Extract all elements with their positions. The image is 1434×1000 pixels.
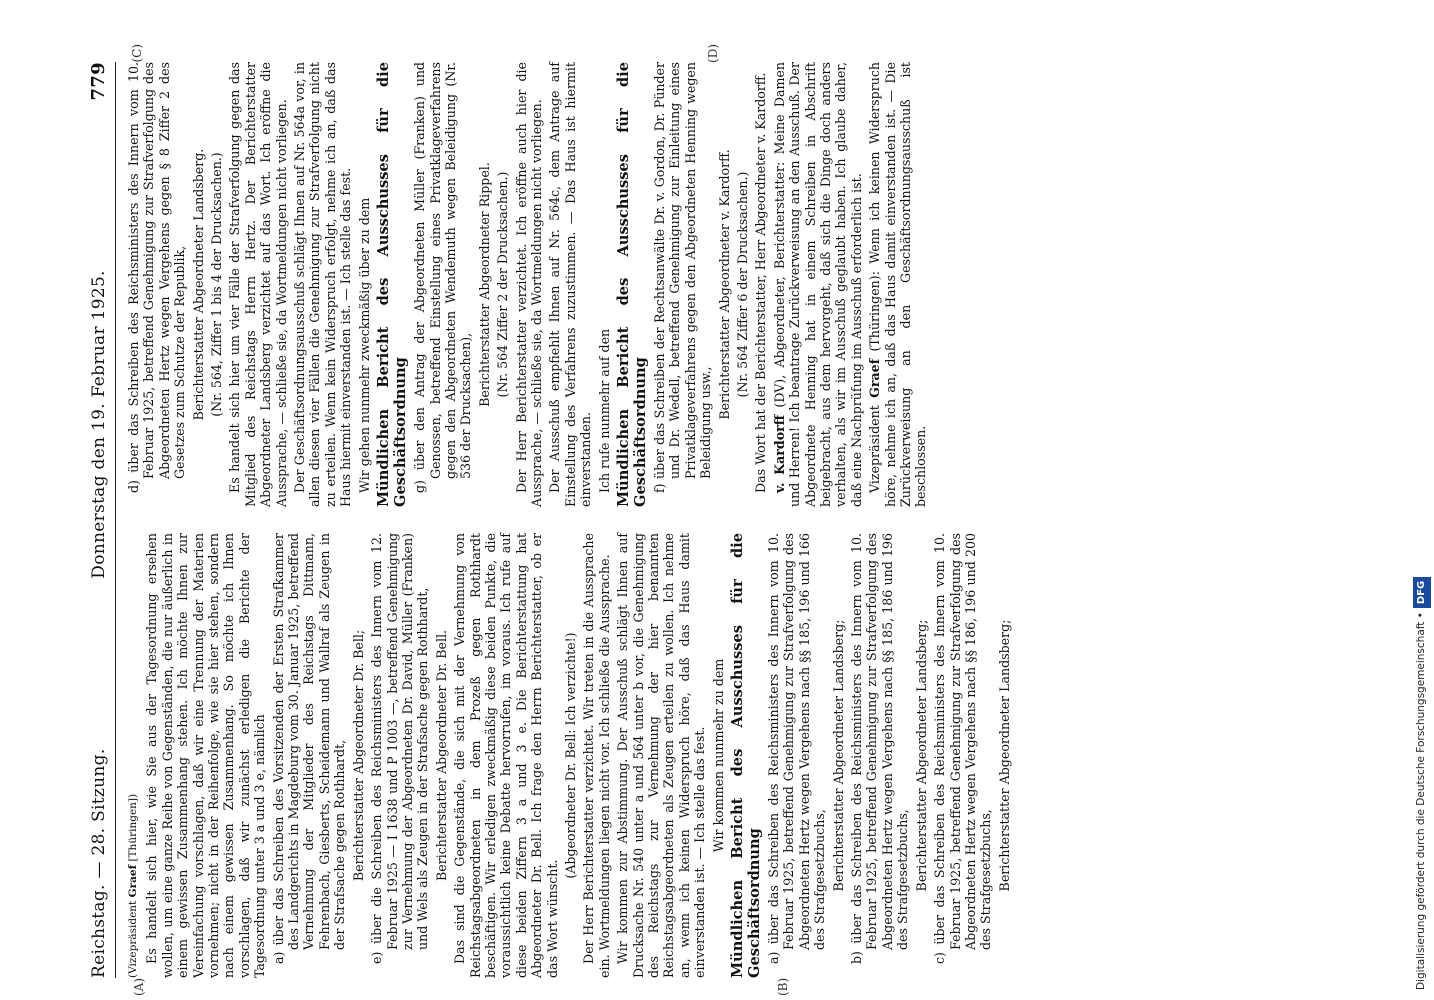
agenda-item-a: a) über das Schreiben des Reichsministers des Innern vom 10. Februar 1925, betreffend Genehmigung zur Strafverfolgung des Abgeordneten Hertz wegen Vergehens nach §§ 185, 196 und 166 des Strafgesetzbuchs, bbox=[766, 533, 828, 964]
rapporteur: Berichterstatter Abgeordneter v. Kardorff. bbox=[716, 149, 732, 420]
scanned-page bbox=[80, 40, 1380, 1000]
paragraph: Wir kommen nunmehr zu dem bbox=[710, 658, 726, 853]
paragraph: Das Wort hat der Berichterstatter, Herr Abgeordneter v. Kardorff. bbox=[753, 72, 769, 493]
rapporteur: Berichterstatter Abgeordneter Rippel. bbox=[476, 162, 492, 407]
paragraph: Wir gehen nunmehr zweckmäßig über zu dem bbox=[356, 197, 372, 493]
print-reference: (Nr. 564, Ziffer 1 bis 4 der Drucksachen.) bbox=[209, 152, 225, 417]
credit-text: Digitalisierung gefördert durch die Deutsche Forschungsgemeinschaft • bbox=[1415, 612, 1427, 990]
section-heading: Mündlichen Bericht des Ausschusses für die Geschäftsordnung bbox=[375, 62, 410, 507]
paragraph: Der Geschäftsordnungsausschuß schlägt Ihnen auf Nr. 564a vor, in allen diesen vier Fällen die Genehmigung zur Strafverfolgung nicht zu erteilen. Wenn kein Widerspruch erfolgt, nehme ich an, daß das Haus hiermit einverstanden ist. — Ich stelle das fest. bbox=[292, 62, 354, 507]
speech-kardorff bbox=[772, 62, 864, 507]
paragraph: Der Ausschuß empfiehlt Ihnen auf Nr. 564c, dem Antrage auf Einstellung des Verfahrens zuzustimmen. — Das Haus ist hiermit einverstanden. bbox=[547, 62, 594, 507]
funding-credit bbox=[1412, 10, 1430, 990]
agenda-item-a: a) über das Schreiben des Vorsitzenden der Ersten Strafkammer des Landgerichts in Magdeburg vom 30. Januar 1925, betreffend Vernehmung der Mitglieder des Reichstags Dittmann, Fehrenbach, Giesberts, Scheidemann und Wallraf als Zeugen in der Strafsache gegen Rothhardt, bbox=[270, 533, 348, 964]
header-date: Donnerstag den 19. Februar 1925. bbox=[89, 270, 109, 579]
rapporteur: Berichterstatter Abgeordneter Dr. Bell; bbox=[350, 629, 366, 882]
paragraph: Es handelt sich hier, wie Sie aus der Tagesordnung ersehen wollen, um eine ganze Reihe von Gegenständen, die nur äußerlich in einem gewissen Zusammenhang stehen. Ich möchte Ihnen zur Vereinfachung vorschlagen, daß wir eine Trennung der Materien vornehmen; nicht in der Reihenfolge, wie sie hier stehen, sondern nach einem gewissen Zusammenhang. So möchte ich Ihnen vorschlagen, daß wir zunächst erledigen die Berichte der Tagesordnung unter 3 a und 3 e, nämlich bbox=[144, 533, 268, 978]
agenda-item-b: b) über das Schreiben des Reichsministers des Innern vom 10. Februar 1925, betreffend Genehmigung zur Strafverfolgung des Abgeordneten Hertz wegen Vergehens nach §§ 185, 186 und 196 des Strafgesetzbuchs, bbox=[849, 533, 911, 964]
right-column bbox=[126, 62, 1015, 507]
speech-text: (Thüringen): Wenn ich keinen Widerspruch höre, nehme ich an, daß das Haus damit einverstanden ist. — Die Zurückverweisung an den Geschäftsordnungsausschuß ist beschlossen. bbox=[867, 62, 929, 507]
agenda-item-g: g) über den Antrag der Abgeordneten Müller (Franken) und Genossen, betreffend Einstellung eines Privatklageverfahrens gegen den Abgeordneten Wendemuth wegen Beleidigung (Nr. 536 der Drucksachen), bbox=[412, 62, 474, 493]
speech-text: (DV), Abgeordneter, Berichterstatter: Meine Damen und Herren! Ich beantrage Zurückverweisung an den Ausschuß. Der Abgeordnete Henning hat in einem Schreiben in Abschrift beigebracht, aus dem hervorgeht, daß sich die Dinge doch anders verhalten, als wir im Ausschuß geglaubt haben. Ich glaube daher, daß eine Nachprüfung im Ausschuß erforderlich ist. bbox=[771, 62, 864, 507]
margin-marker-c: (C) bbox=[130, 44, 144, 63]
credit-line bbox=[1412, 10, 1430, 990]
speaker-name: v. Kardorff bbox=[771, 414, 787, 493]
speech-graef bbox=[867, 62, 929, 507]
print-reference: (Nr. 564 Ziffer 2 der Drucksachen.) bbox=[495, 171, 511, 398]
print-reference: (Nr. 564 Ziffer 6 der Drucksachen.) bbox=[735, 171, 750, 398]
agenda-item-f: f) über das Schreiben der Rechtsanwälte Dr. v. Gordon, Dr. Pünder und Dr. Wedell, betreffend Genehmigung zur Einleitung eines Privatklageverfahrens gegen den Abgeordneten Henning wegen Beleidigung usw., bbox=[651, 62, 714, 493]
speaker-title: (Vizepräsident bbox=[127, 900, 139, 978]
speaker-title: Vizepräsident bbox=[867, 405, 883, 493]
page-header bbox=[88, 62, 116, 978]
text-columns bbox=[126, 44, 1015, 996]
rapporteur: Berichterstatter Abgeordneter Landsberg; bbox=[996, 619, 1012, 892]
speaker-name: Graef bbox=[867, 358, 883, 398]
rapporteur: Berichterstatter Abgeordneter Landsberg; bbox=[830, 619, 846, 892]
interjection: (Abgeordneter Dr. Bell: Ich verzichte!) bbox=[562, 632, 578, 879]
speaker-region: [Thüringen]) bbox=[127, 793, 139, 862]
paragraph: Wir kommen zur Abstimmung. Der Ausschuß schlägt Ihnen auf Drucksache Nr. 540 unter a und 564 unter b vor, die Genehmigung des Reichstags zur Vernehmung der hier benannten Reichstagsabgeordneten als Zeugen erteilen zu wollen. Ich nehme an, wenn ich keinen Widerspruch höre, daß das Haus damit einverstanden ist. — Ich stelle das fest. bbox=[615, 533, 708, 978]
rapporteur: Berichterstatter Abgeordneter Landsberg; bbox=[913, 619, 929, 892]
margin-marker-d: (D) bbox=[706, 44, 720, 63]
left-column bbox=[126, 533, 1015, 978]
page-number: 779 bbox=[88, 62, 109, 101]
paragraph: Ich rufe nunmehr auf den bbox=[596, 328, 612, 493]
agenda-item-e: e) über die Schreiben des Reichsministers des Innern vom 12. Februar 1925 — I 1638 und P 1003 —, betreffend Genehmigung zur Vernehmung der Abgeordneten Dr. David, Müller (Franken) und Wels als Zeugen in der Strafsache gegen Rothhardt, bbox=[369, 533, 431, 964]
margin-marker-a: (A) bbox=[132, 977, 146, 996]
speaker-name: Graef bbox=[127, 864, 139, 898]
rapporteur: Berichterstatter Abgeordneter Dr. Bell. bbox=[433, 629, 449, 882]
header-left: Reichstag. — 28. Sitzung. bbox=[89, 748, 109, 978]
margin-marker-b: (B) bbox=[776, 977, 790, 996]
paragraph: Der Herr Berichterstatter verzichtet. Wir treten in die Aussprache ein. Wortmeldungen liegen nicht vor. Ich schließe die Aussprache. bbox=[581, 533, 612, 978]
agenda-item-c: c) über das Schreiben des Reichsministers des Innern vom 10. Februar 1925, betreffend Genehmigung zur Strafverfolgung des Abgeordneten Hertz wegen Vergehens nach §§ 186, 196 und 200 des Strafgesetzbuchs, bbox=[932, 533, 994, 964]
section-heading: Mündlichen Bericht des Ausschusses für die Geschäftsordnung bbox=[729, 533, 764, 978]
dfg-logo: DFG bbox=[1413, 577, 1431, 608]
agenda-item-d: d) über das Schreiben des Reichsministers des Innern vom 10. Februar 1925, betreffend Genehmigung zur Strafverfolgung des Abgeordneten Hertz wegen Vergehens gegen § 8 Ziffer 2 des Gesetzes zum Schutze der Republik, bbox=[126, 62, 188, 493]
section-heading: Mündlichen Bericht des Ausschusses für die Geschäftsordnung bbox=[614, 62, 649, 507]
speaker-line bbox=[126, 533, 141, 978]
paragraph: Das sind die Gegenstände, die sich mit der Vernehmung von Reichstagsabgeordneten in dem Prozeß gegen Rothhardt beschäftigen. Wir erledigen zweckmäßig diese beiden Punkte, die voraussichtlich keine Debatte hervorrufen, im voraus. Ich rufe auf diese beiden Ziffern 3 a und 3 e. Die Berichterstattung hat Abgeordneter Dr. Bell. Ich frage den Herrn Berichterstatter, ob er das Wort wünscht. bbox=[452, 533, 560, 978]
paragraph: Es handelt sich hier um vier Fälle der Strafverfolgung gegen das Mitglied des Reichstags Herrn Hertz. Der Berichterstatter Abgeordneter Landsberg verzichtet auf das Wort. Ich eröffne die Aussprache, — schließe sie, da Wortmeldungen nicht vorliegen. bbox=[227, 62, 289, 507]
rapporteur: Berichterstatter Abgeordneter Landsberg. bbox=[190, 148, 206, 421]
paragraph: Der Herr Berichterstatter verzichtet. Ich eröffne auch hier die Aussprache, — schließe sie, da Wortmeldungen nicht vorliegen. bbox=[513, 62, 544, 507]
